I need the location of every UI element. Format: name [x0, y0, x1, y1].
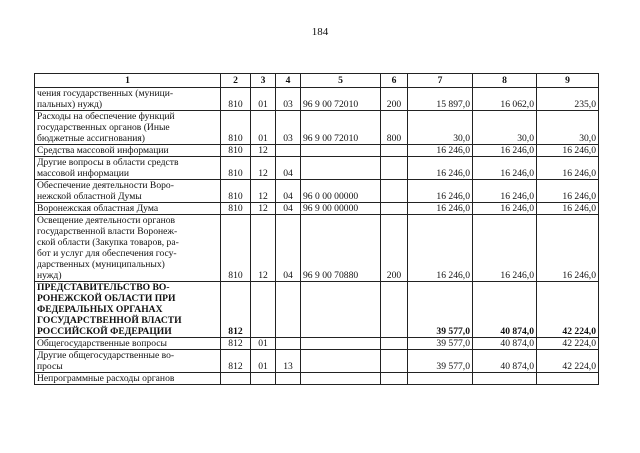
header-col-9: 9: [537, 74, 599, 88]
cell-target-article: [301, 145, 381, 157]
cell-amount-year-3: 16 246,0: [537, 180, 599, 203]
header-col-6: 6: [381, 74, 408, 88]
cell-name: Средства массовой информации: [35, 145, 221, 157]
cell-expense-type: [381, 338, 408, 350]
cell-name: Другие вопросы в области средств массовой информации: [35, 157, 221, 180]
table-body: [35, 88, 599, 385]
cell-target-article: [301, 157, 381, 180]
cell-amount-year-2: 16 246,0: [473, 180, 537, 203]
cell-subsection: [276, 373, 301, 385]
cell-amount-year-2: 40 874,0: [473, 282, 537, 338]
cell-amount-year-1: 16 246,0: [408, 203, 473, 215]
cell-subsection: 04: [276, 215, 301, 282]
cell-ministry-code: 812: [221, 282, 251, 338]
cell-target-article: [301, 350, 381, 373]
cell-amount-year-2: 16 246,0: [473, 203, 537, 215]
table-row: [35, 157, 599, 180]
cell-target-article: 96 9 00 72010: [301, 111, 381, 145]
table-row: [35, 338, 599, 350]
cell-amount-year-2: [473, 373, 537, 385]
cell-section: 12: [251, 157, 276, 180]
cell-amount-year-3: 16 246,0: [537, 203, 599, 215]
cell-name: Воронежская областная Дума: [35, 203, 221, 215]
budget-table: [34, 73, 599, 385]
cell-amount-year-3: [537, 373, 599, 385]
cell-amount-year-1: 16 246,0: [408, 180, 473, 203]
cell-amount-year-2: 16 062,0: [473, 88, 537, 111]
cell-name: Другие общегосударственные во- просы: [35, 350, 221, 373]
cell-ministry-code: 810: [221, 215, 251, 282]
table-row: [35, 180, 599, 203]
cell-subsection: 13: [276, 350, 301, 373]
cell-amount-year-2: 16 246,0: [473, 145, 537, 157]
cell-ministry-code: 812: [221, 350, 251, 373]
cell-amount-year-2: 40 874,0: [473, 350, 537, 373]
cell-amount-year-2: 40 874,0: [473, 338, 537, 350]
cell-subsection: [276, 145, 301, 157]
cell-amount-year-3: 16 246,0: [537, 145, 599, 157]
cell-target-article: 96 9 00 72010: [301, 88, 381, 111]
cell-target-article: 96 9 00 00000: [301, 203, 381, 215]
cell-expense-type: [381, 350, 408, 373]
cell-amount-year-3: 16 246,0: [537, 215, 599, 282]
cell-amount-year-1: 39 577,0: [408, 338, 473, 350]
table-row: [35, 282, 599, 338]
cell-amount-year-1: 30,0: [408, 111, 473, 145]
cell-target-article: [301, 338, 381, 350]
cell-section: 12: [251, 215, 276, 282]
cell-name: ПРЕДСТАВИТЕЛЬСТВО ВО- РОНЕЖСКОЙ ОБЛАСТИ ПРИ ФЕДЕРАЛЬНЫХ ОРГАНАХ ГОСУДАРСТВЕННОЙ ВЛАСТИ РОССИЙСКОЙ ФЕДЕРАЦИИ: [35, 282, 221, 338]
cell-amount-year-1: [408, 373, 473, 385]
header-col-4: 4: [276, 74, 301, 88]
header-col-7: 7: [408, 74, 473, 88]
cell-expense-type: [381, 145, 408, 157]
cell-amount-year-2: 30,0: [473, 111, 537, 145]
cell-amount-year-3: 30,0: [537, 111, 599, 145]
cell-expense-type: [381, 203, 408, 215]
cell-name: Общегосударственные вопросы: [35, 338, 221, 350]
cell-ministry-code: 812: [221, 338, 251, 350]
cell-expense-type: 800: [381, 111, 408, 145]
cell-amount-year-3: 42 224,0: [537, 282, 599, 338]
table-header-row: [35, 74, 599, 88]
cell-target-article: [301, 282, 381, 338]
cell-ministry-code: 810: [221, 157, 251, 180]
cell-expense-type: 200: [381, 88, 408, 111]
table-row: [35, 145, 599, 157]
table-row: [35, 215, 599, 282]
cell-amount-year-2: 16 246,0: [473, 215, 537, 282]
cell-expense-type: [381, 282, 408, 338]
table-row: [35, 350, 599, 373]
cell-amount-year-3: 16 246,0: [537, 157, 599, 180]
header-col-2: 2: [221, 74, 251, 88]
cell-expense-type: [381, 157, 408, 180]
table-row: [35, 373, 599, 385]
cell-name: чения государственных (муници- пальных) нужд): [35, 88, 221, 111]
cell-amount-year-2: 16 246,0: [473, 157, 537, 180]
table-row: [35, 203, 599, 215]
cell-section: 01: [251, 350, 276, 373]
cell-subsection: [276, 338, 301, 350]
table-row: [35, 111, 599, 145]
cell-section: 01: [251, 88, 276, 111]
cell-amount-year-1: 39 577,0: [408, 350, 473, 373]
cell-expense-type: 200: [381, 215, 408, 282]
cell-subsection: [276, 282, 301, 338]
cell-amount-year-1: 16 246,0: [408, 157, 473, 180]
header-col-1: 1: [35, 74, 221, 88]
cell-expense-type: [381, 180, 408, 203]
cell-ministry-code: 810: [221, 180, 251, 203]
cell-amount-year-3: 42 224,0: [537, 350, 599, 373]
cell-amount-year-3: 42 224,0: [537, 338, 599, 350]
cell-amount-year-1: 39 577,0: [408, 282, 473, 338]
cell-amount-year-1: 16 246,0: [408, 145, 473, 157]
cell-amount-year-3: 235,0: [537, 88, 599, 111]
cell-subsection: 03: [276, 111, 301, 145]
cell-amount-year-1: 15 897,0: [408, 88, 473, 111]
cell-ministry-code: 810: [221, 203, 251, 215]
cell-ministry-code: 810: [221, 111, 251, 145]
cell-target-article: 96 9 00 70880: [301, 215, 381, 282]
cell-subsection: 04: [276, 157, 301, 180]
header-col-3: 3: [251, 74, 276, 88]
table-row: [35, 88, 599, 111]
cell-name: Обеспечение деятельности Воро- нежской областной Думы: [35, 180, 221, 203]
cell-target-article: 96 0 00 00000: [301, 180, 381, 203]
cell-section: 12: [251, 180, 276, 203]
header-col-8: 8: [473, 74, 537, 88]
cell-subsection: 04: [276, 203, 301, 215]
cell-name: Освещение деятельности органов государственной власти Воронеж- ской области (Закупка товаров, ра- бот и услуг для обеспечения госу- дарственных (муниципальных) нужд): [35, 215, 221, 282]
cell-ministry-code: 810: [221, 145, 251, 157]
cell-name: Непрограммные расходы органов: [35, 373, 221, 385]
cell-amount-year-1: 16 246,0: [408, 215, 473, 282]
cell-section: 12: [251, 203, 276, 215]
cell-subsection: 03: [276, 88, 301, 111]
cell-section: [251, 373, 276, 385]
cell-name: Расходы на обеспечение функций государственных органов (Иные бюджетные ассигнования): [35, 111, 221, 145]
page-number: 184: [311, 26, 329, 38]
cell-ministry-code: [221, 373, 251, 385]
cell-expense-type: [381, 373, 408, 385]
cell-subsection: 04: [276, 180, 301, 203]
cell-ministry-code: 810: [221, 88, 251, 111]
cell-section: 12: [251, 145, 276, 157]
cell-section: 01: [251, 111, 276, 145]
cell-section: [251, 282, 276, 338]
cell-target-article: [301, 373, 381, 385]
cell-section: 01: [251, 338, 276, 350]
header-col-5: 5: [301, 74, 381, 88]
